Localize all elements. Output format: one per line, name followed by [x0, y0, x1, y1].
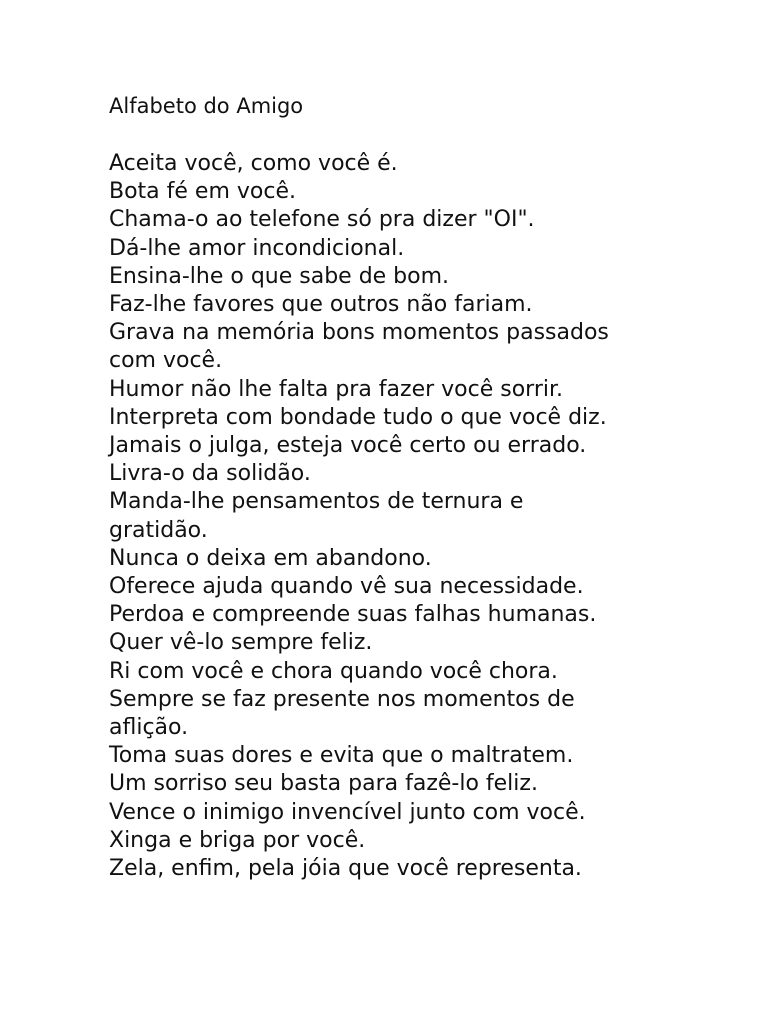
text-line: Humor não lhe falta pra fazer você sorrir.	[109, 376, 564, 402]
text-line: Manda-lhe pensamentos de ternura e	[109, 489, 524, 515]
text-line: Toma suas dores e evita que o maltratem.	[109, 743, 574, 769]
text-line: Dá-lhe amor incondicional.	[109, 235, 405, 261]
text-line: Sempre se faz presente nos momentos de	[109, 686, 575, 712]
text-line: Quer vê-lo sempre feliz.	[109, 630, 373, 656]
text-line: Grava na memória bons momentos passados	[109, 320, 609, 346]
text-line: Jamais o julga, esteja você certo ou errado.	[109, 433, 587, 459]
text-line: Chama-o ao telefone só pra dizer "OI".	[109, 207, 535, 233]
text-line: Oferece ajuda quando vê sua necessidade.	[109, 574, 584, 600]
text-line: Ensina-lhe o que sabe de bom.	[109, 263, 450, 289]
text-line: Interpreta com bondade tudo o que você diz.	[109, 404, 607, 430]
text-line: Zela, enfim, pela jóia que você representa.	[109, 856, 582, 882]
text-line: Bota fé em você.	[109, 179, 296, 205]
document-body	[109, 150, 669, 883]
document-title: Alfabeto do Amigo	[109, 94, 304, 118]
text-line: Ri com você e chora quando você chora.	[109, 658, 558, 684]
text-line: Faz-lhe favores que outros não fariam.	[109, 292, 533, 318]
text-line: Xinga e briga por você.	[109, 827, 366, 853]
text-line: Aceita você, como você é.	[109, 151, 398, 176]
text-line: Vence o inimigo invencível junto com você.	[109, 799, 586, 825]
text-line: com você.	[109, 348, 223, 374]
text-line: Perdoa e compreende suas falhas humanas.	[109, 602, 597, 628]
text-line: aflição.	[109, 715, 189, 741]
text-line: Nunca o deixa em abandono.	[109, 545, 432, 571]
text-line: Um sorriso seu basta para fazê-lo feliz.	[109, 771, 538, 797]
text-line: gratidão.	[109, 517, 208, 543]
text-line: Livra-o da solidão.	[109, 461, 311, 487]
